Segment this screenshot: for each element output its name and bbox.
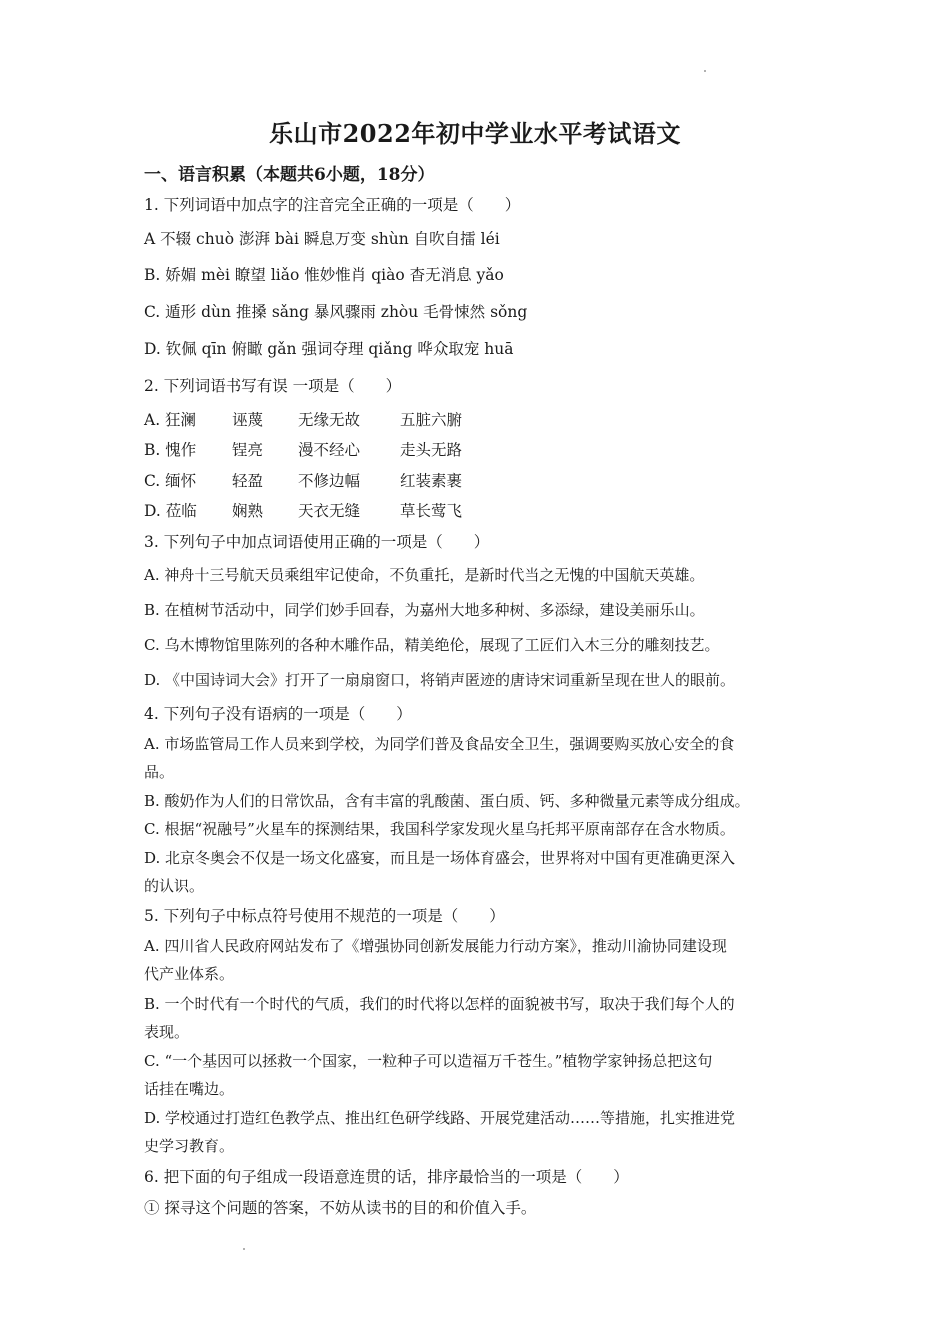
question-4-option-d-cont: 的认识。	[144, 877, 205, 895]
question-1-option-d: D. 钦佩 qīn 俯瞰 gǎn 强词夺理 qiǎng 哗众取宠 huā	[144, 340, 514, 358]
question-4-option-d: D. 北京冬奥会不仅是一场文化盛宴，而且是一场体育盛会，世界将对中国有更准确更深入	[144, 849, 736, 867]
question-3-stem: 3. 下列句子中加点词语使用正确的一项是（ ）	[144, 533, 490, 551]
question-1-option-b: B. 娇媚 mèi 瞭望 liǎo 惟妙惟肖 qiào 杳无消息 yǎo	[144, 266, 504, 284]
question-3-option-c: C. 乌木博物馆里陈列的各种木雕作品，精美绝伦，展现了工匠们入木三分的雕刻技艺。	[144, 636, 720, 654]
question-5-option-b-cont: 表现。	[144, 1023, 190, 1041]
word: 无缘无故	[298, 411, 361, 429]
word: 锃亮	[232, 441, 264, 459]
question-6-stem: 6. 把下面的句子组成一段语意连贯的话，排序最恰当的一项是（ ）	[144, 1168, 629, 1186]
question-5-option-d: D. 学校通过打造红色教学点、推出红色研学线路、开展党建活动……等措施，扎实推进党	[144, 1109, 736, 1127]
scan-speck	[243, 1248, 245, 1250]
question-3-option-d: D. 《中国诗词大会》打开了一扇扇窗口，将销声匿迹的唐诗宋词重新呈现在世人的眼前。	[144, 671, 736, 689]
word: 天衣无缝	[298, 502, 361, 520]
word: 轻盈	[232, 472, 264, 490]
question-1-stem: 1. 下列词语中加点字的注音完全正确的一项是（ ）	[144, 196, 521, 214]
word: A. 狂澜	[144, 411, 197, 429]
question-2-option-b	[144, 438, 462, 460]
section-heading: 一、语言积累（本题共6小题，18分）	[144, 165, 435, 185]
question-5-stem: 5. 下列句子中标点符号使用不规范的一项是（ ）	[144, 907, 505, 925]
page-title: 乐山市2022年初中学业水平考试语文	[269, 119, 681, 148]
scan-speck	[704, 70, 706, 72]
question-4-option-c: C. 根据“祝融号”火星车的探测结果，我国科学家发现火星乌托邦平原南部存在含水物质。	[144, 820, 735, 838]
question-1-option-a: A 不辍 chuò 澎湃 bài 瞬息万变 shùn 自吹自擂 léi	[144, 230, 500, 248]
question-3-option-b: B. 在植树节活动中，同学们妙手回春，为嘉州大地多种树、多添绿，建设美丽乐山。	[144, 601, 705, 619]
word: B. 愧作	[144, 441, 197, 459]
question-3-option-a: A. 神舟十三号航天员乘组牢记使命，不负重托，是新时代当之无愧的中国航天英雄。	[144, 566, 705, 584]
question-4-option-b: B. 酸奶作为人们的日常饮品，含有丰富的乳酸菌、蛋白质、钙、多种微量元素等成分组成。	[144, 792, 750, 810]
question-2-option-a	[144, 408, 462, 430]
word: 漫不经心	[298, 441, 361, 459]
question-6-sentence-1: ① 探寻这个问题的答案，不妨从读书的目的和价值入手。	[144, 1199, 537, 1217]
word: D. 莅临	[144, 502, 197, 520]
word: 草长莺飞	[400, 502, 463, 520]
question-4-stem: 4. 下列句子没有语病的一项是（ ）	[144, 705, 412, 723]
question-5-option-a: A. 四川省人民政府网站发布了《增强协同创新发展能力行动方案》，推动川渝协同建设现	[144, 937, 727, 955]
question-5-option-c-cont: 话挂在嘴边。	[144, 1080, 235, 1098]
question-5-option-a-cont: 代产业体系。	[144, 965, 235, 983]
word: 五脏六腑	[400, 411, 463, 429]
question-5-option-c: C. “一个基因可以拯救一个国家，一粒种子可以造福万千苍生。”植物学家钟扬总把这句	[144, 1052, 713, 1070]
question-4-option-a-cont: 品。	[144, 763, 175, 781]
word: 红装素裹	[400, 472, 463, 490]
word: 走头无路	[400, 441, 463, 459]
question-5-option-b: B. 一个时代有一个时代的气质，我们的时代将以怎样的面貌被书写，取决于我们每个人的	[144, 995, 735, 1013]
question-2-option-d	[144, 499, 462, 521]
question-2-stem: 2. 下列词语书写有误 一项是（ ）	[144, 377, 402, 395]
question-2-option-c	[144, 469, 462, 491]
question-4-option-a: A. 市场监管局工作人员来到学校，为同学们普及食品安全卫生，强调要购买放心安全的食	[144, 735, 735, 753]
word: 不修边幅	[298, 472, 361, 490]
question-1-option-c: C. 遁形 dùn 推搡 sǎng 暴风骤雨 zhòu 毛骨悚然 sǒng	[144, 303, 528, 321]
word: 诬蔑	[232, 411, 264, 429]
question-5-option-d-cont: 史学习教育。	[144, 1137, 235, 1155]
word: 娴熟	[232, 502, 264, 520]
word: C. 缅怀	[144, 472, 197, 490]
